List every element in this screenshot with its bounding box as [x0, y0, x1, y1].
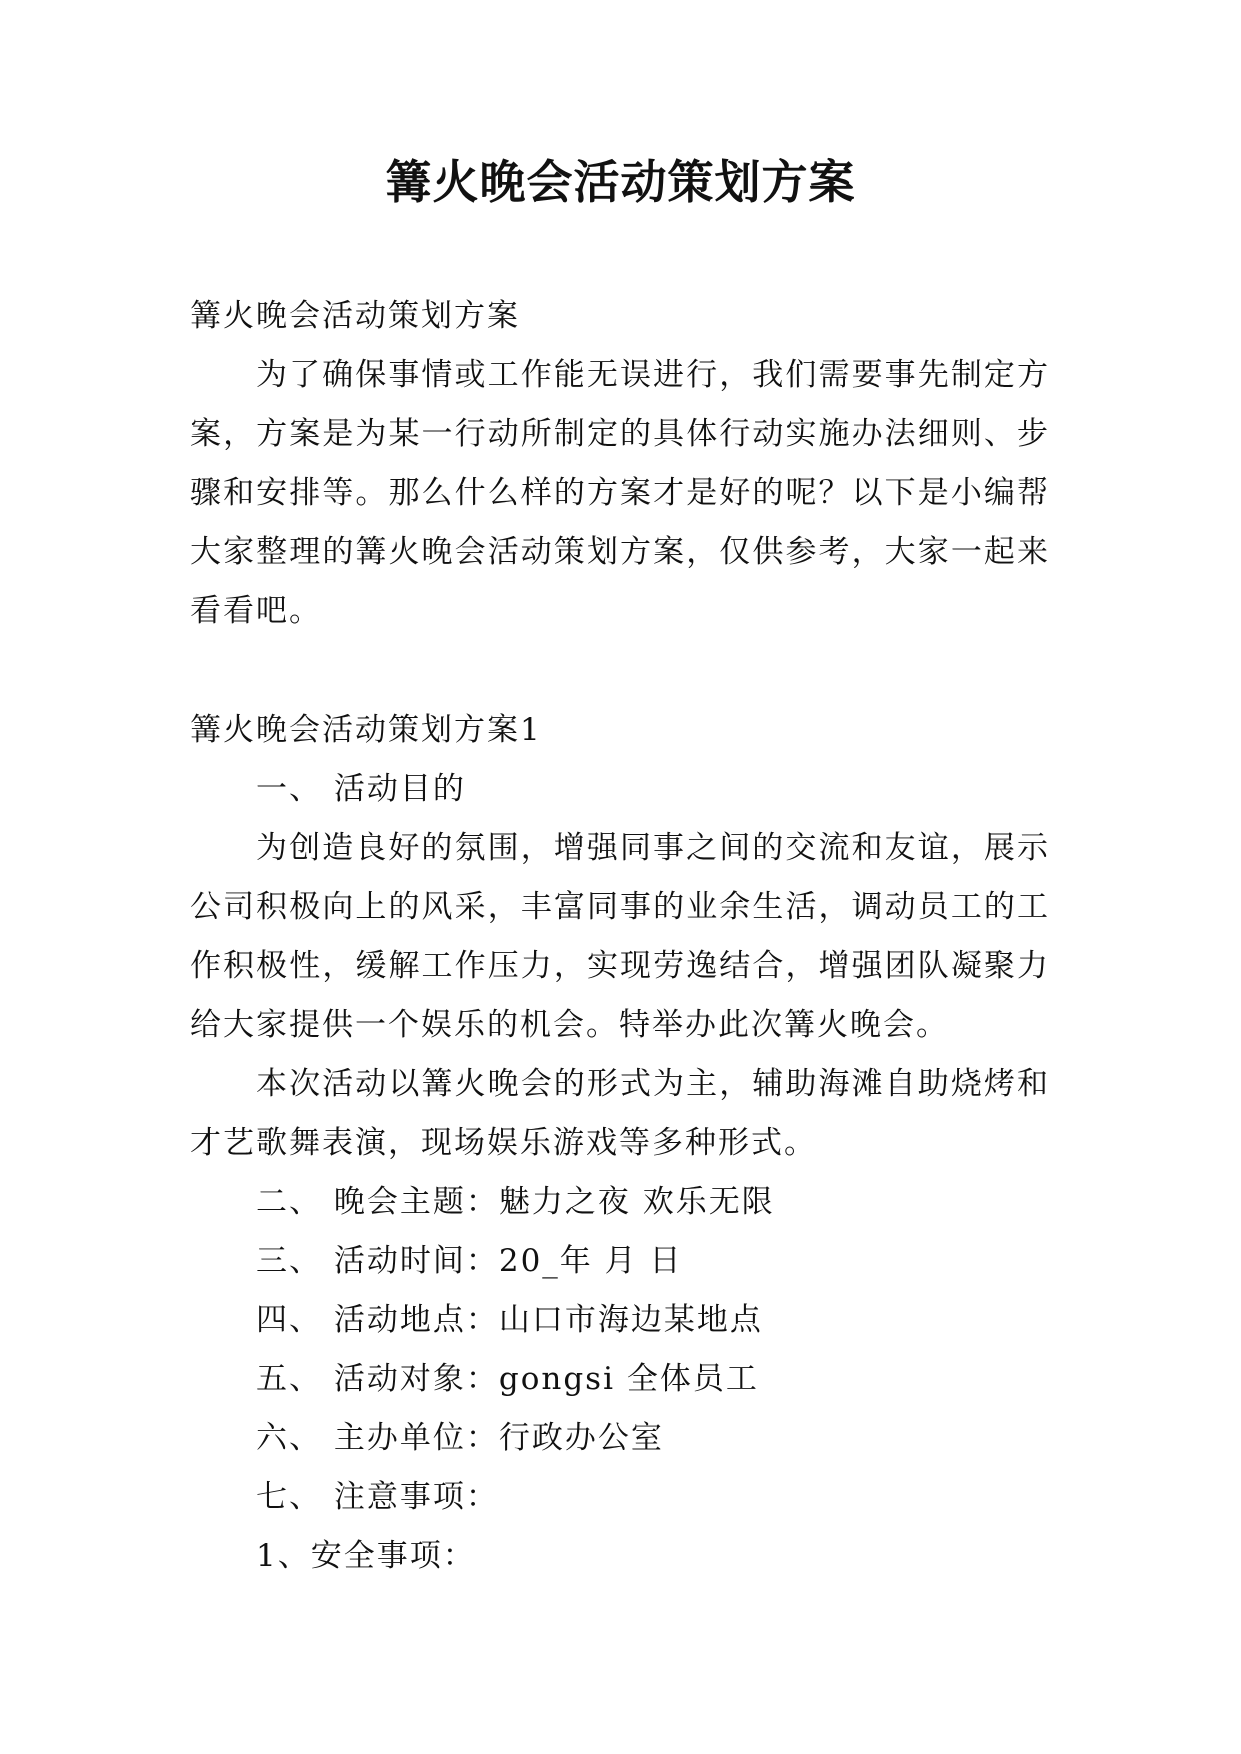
purpose-heading: 一、 活动目的: [256, 771, 466, 807]
safety-heading: 1、安全事项：: [256, 1538, 476, 1574]
place-line: 四、 活动地点：山口市海边某地点: [256, 1302, 763, 1338]
theme-line: 二、 晚会主题：魅力之夜 欢乐无限: [256, 1184, 775, 1220]
section-title: 篝火晚会活动策划方案1: [190, 712, 542, 748]
time-line: 三、 活动时间：20_年 月 日: [256, 1243, 683, 1279]
form-paragraph: 本次活动以篝火晚会的形式为主，辅助海滩自助烧烤和才艺歌舞表演，现场娱乐游戏等多种形式。: [190, 1066, 1050, 1161]
organizer-line: 六、 主办单位：行政办公室: [256, 1420, 664, 1456]
document-title: 篝火晚会活动策划方案: [385, 155, 856, 209]
subtitle: 篝火晚会活动策划方案: [190, 298, 520, 334]
intro-paragraph: 为了确保事情或工作能无误进行，我们需要事先制定方案，方案是为某一行动所制定的具体行动实施办法细则、步骤和安排等。那么什么样的方案才是好的呢？以下是小编帮大家整理的篝火晚会活动策划方案，仅供参考，大家一起来看看吧。: [190, 357, 1050, 629]
paragraph-gap: [190, 641, 1050, 701]
document-body: [190, 287, 1050, 1586]
purpose-paragraph: 为创造良好的氛围，增强同事之间的交流和友谊，展示公司积极向上的风采，丰富同事的业余生活，调动员工的工作积极性，缓解工作压力，实现劳逸结合，增强团队凝聚力给大家提供一个娱乐的机会。特举办此次篝火晚会。: [190, 830, 1050, 1043]
target-line: 五、 活动对象：gongsi 全体员工: [256, 1361, 759, 1397]
notes-heading: 七、 注意事项：: [256, 1479, 499, 1515]
